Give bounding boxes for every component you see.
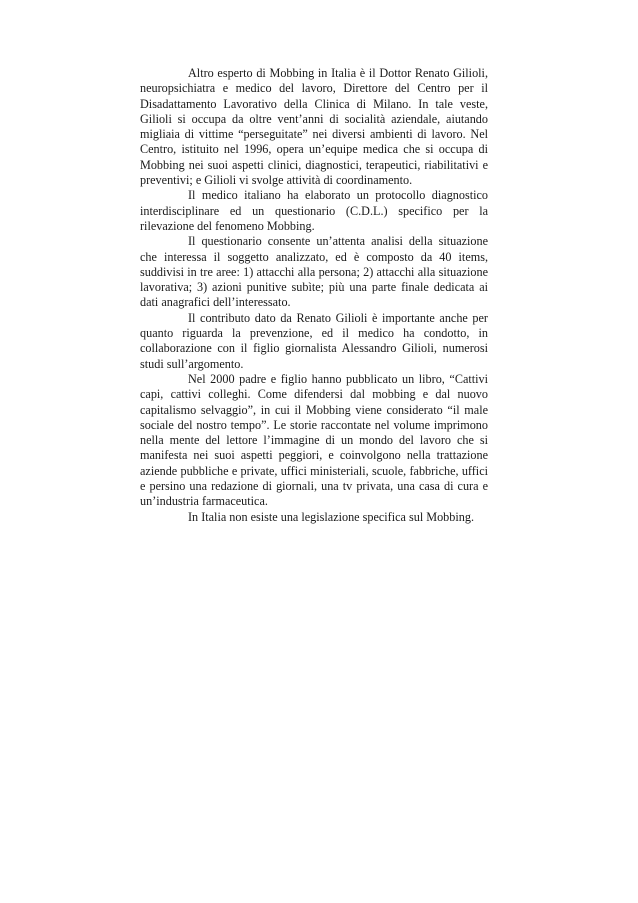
paragraph-prevention: Il contributo dato da Renato Gilioli è importante anche per quanto riguarda la prevenzione, ed il medico ha condotto, in collaborazione con il figlio giornalista Alessandro Gilioli, numerosi studi sull’argomento. bbox=[140, 310, 488, 371]
paragraph-legislation: In Italia non esiste una legislazione specifica sul Mobbing. bbox=[188, 509, 474, 524]
paragraph-questionnaire: Il questionario consente un’attenta analisi della situazione che interessa il soggetto analizzato, ed è composto da 40 items, suddivisi in tre aree: 1) attacchi alla persona; 2) attacchi alla situazione lavorativa; 3) azioni punitive subìte; più una parte finale dedicata ai dati anagrafici dell’interessato. bbox=[140, 234, 488, 310]
document-page bbox=[140, 66, 488, 525]
paragraph-diagnostic-protocol: Il medico italiano ha elaborato un protocollo diagnostico interdisciplinare ed un questionario (C.D.L.) specifico per la rilevazione del fenomeno Mobbing. bbox=[140, 188, 488, 233]
paragraph-book: Nel 2000 padre e figlio hanno pubblicato un libro, “Cattivi capi, cattivi colleghi. Come difendersi dal mobbing e dal nuovo capitalismo selvaggio”, in cui il Mobbing viene considerato “il male sociale del nostro tempo”. Le storie raccontate nel volume imprimono nella mente del lettore l’immagine di un mondo del lavoro che si manifesta nei suoi aspetti peggiori, e coinvolgono nella trattazione aziende pubbliche e private, uffici ministeriali, scuole, fabbriche, uffici e persino una redazione di giornali, una tv privata, una casa di cura e un’industria farmaceutica. bbox=[140, 371, 488, 509]
paragraph-gilioli-intro: Altro esperto di Mobbing in Italia è il Dottor Renato Gilioli, neuropsichiatra e medico del lavoro, Direttore del Centro per il Disadattamento Lavorativo della Clinica di Milano. In tale veste, Gilioli si occupa da oltre vent’anni di socialità aziendale, aiutando migliaia di vittime “perseguitate” nei diversi ambienti di lavoro. Nel Centro, istituito nel 1996, opera un’equipe medica che si occupa di Mobbing nei suoi aspetti clinici, diagnostici, terapeutici, riabilitativi e preventivi; e Gilioli vi svolge attività di coordinamento. bbox=[140, 66, 488, 188]
